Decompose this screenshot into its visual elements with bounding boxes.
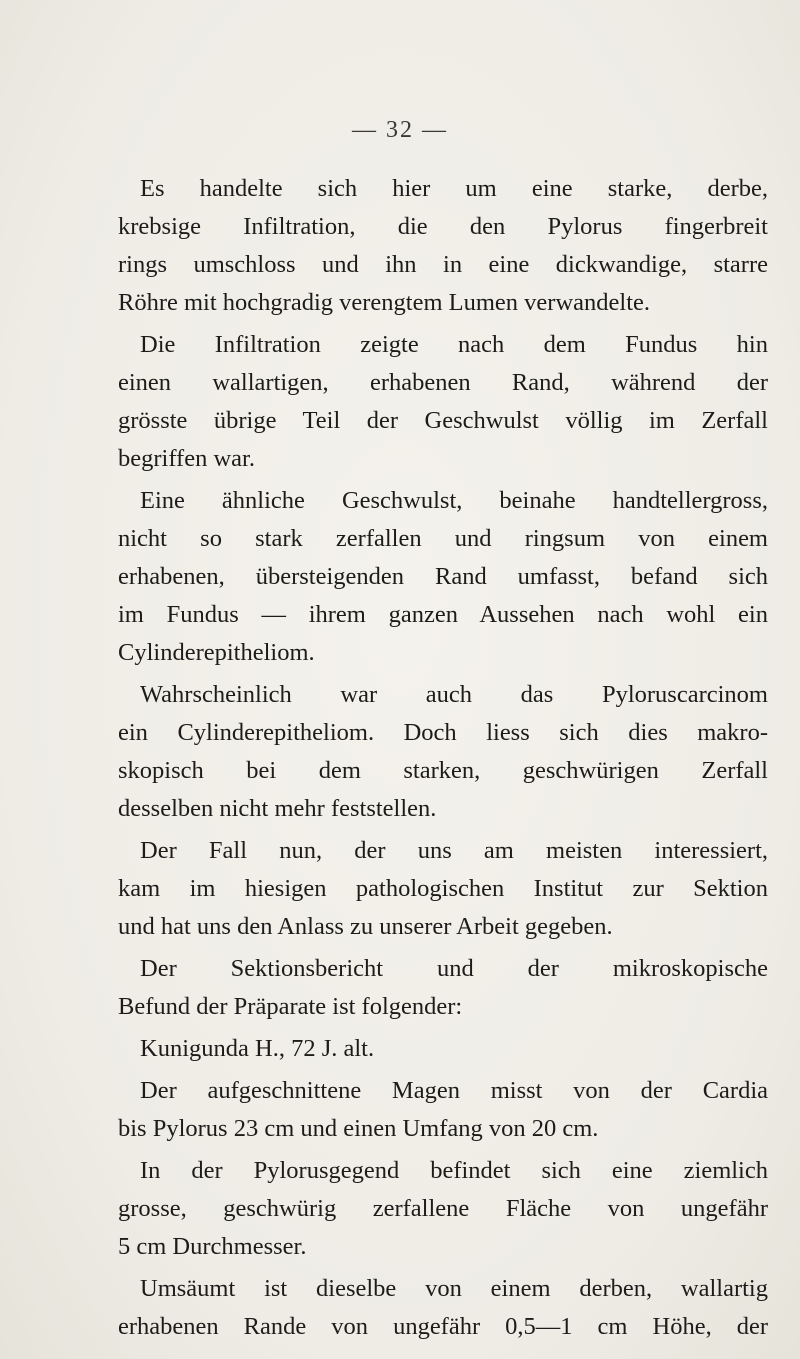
text-line: grösste übrige Teil der Geschwulst völlig im Zerfall xyxy=(118,407,768,434)
text-line: grosse, geschwürig zerfallene Fläche von ungefähr xyxy=(118,1195,768,1222)
text-line: bis Pylorus 23 cm und einen Umfang von 20 cm. xyxy=(118,1115,599,1142)
text-line: begriffen war. xyxy=(118,445,255,472)
text-line: krebsige Infiltration, die den Pylorus fingerbreit xyxy=(118,213,768,240)
paragraph xyxy=(118,832,768,946)
text-line: nicht so stark zerfallen und ringsum von einem xyxy=(118,525,768,552)
paragraph xyxy=(118,1152,768,1266)
text-line: Röhre mit hochgradig verengtem Lumen verwandelte. xyxy=(118,289,651,316)
text-line: Kunigunda H., 72 J. alt. xyxy=(140,1035,375,1062)
text-line: Es handelte sich hier um eine starke, derbe, xyxy=(140,175,768,202)
text-line: Cylinderepitheliom. xyxy=(118,639,315,666)
text-line: Der Sektionsbericht und der mikroskopische xyxy=(140,955,768,982)
text-line: und hat uns den Anlass zu unserer Arbeit gegeben. xyxy=(118,913,613,940)
text-line: 5 cm Durchmesser. xyxy=(118,1233,307,1260)
paragraph xyxy=(118,950,768,1026)
text-line: ein Cylinderepitheliom. Doch liess sich dies makro- xyxy=(118,719,768,746)
text-line: In der Pylorusgegend befindet sich eine ziemlich xyxy=(140,1157,768,1184)
text-line: im Fundus — ihrem ganzen Aussehen nach wohl ein xyxy=(118,601,768,628)
paragraph xyxy=(118,1072,768,1148)
paragraph xyxy=(118,676,768,828)
text-line: Der Fall nun, der uns am meisten interessiert, xyxy=(140,837,768,864)
text-line: Befund der Präparate ist folgender: xyxy=(118,993,463,1020)
paragraph xyxy=(118,1270,768,1346)
text-line: Die Infiltration zeigte nach dem Fundus hin xyxy=(140,331,768,358)
text-line: desselben nicht mehr feststellen. xyxy=(118,795,437,822)
text-line: Eine ähnliche Geschwulst, beinahe handtellergross, xyxy=(140,487,768,514)
text-line: Wahrscheinlich war auch das Pyloruscarcinom xyxy=(140,681,768,708)
text-line: Umsäumt ist dieselbe von einem derben, wallartig xyxy=(140,1275,768,1302)
text-line: skopisch bei dem starken, geschwürigen Zerfall xyxy=(118,757,768,784)
text-line: rings umschloss und ihn in eine dickwandige, starre xyxy=(118,251,768,278)
body-text xyxy=(118,170,768,1346)
text-line: Der aufgeschnittene Magen misst von der Cardia xyxy=(140,1077,768,1104)
text-line: kam im hiesigen pathologischen Institut zur Sektion xyxy=(118,875,768,902)
paragraph xyxy=(118,170,768,322)
paragraph xyxy=(118,1030,768,1068)
text-line: erhabenen, übersteigenden Rand umfasst, befand sich xyxy=(118,563,768,590)
text-line: einen wallartigen, erhabenen Rand, während der xyxy=(118,369,768,396)
paragraph xyxy=(118,482,768,672)
page-number: — 32 — xyxy=(352,117,448,143)
text-line: erhabenen Rande von ungefähr 0,5—1 cm Höhe, der xyxy=(118,1313,768,1340)
paragraph xyxy=(118,326,768,478)
